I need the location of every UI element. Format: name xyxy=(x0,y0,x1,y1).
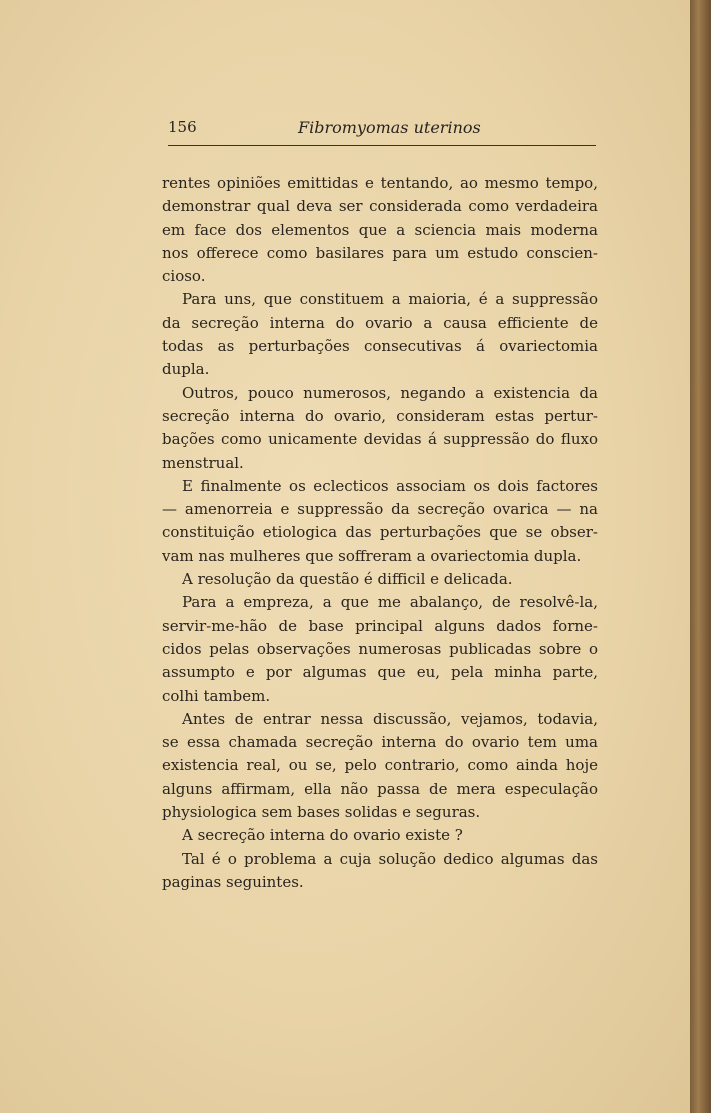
text-line: Outros, pouco numerosos, negando a existencia da xyxy=(182,383,598,402)
text-line: alguns affirmam, ella não passa de mera especulação xyxy=(162,779,598,798)
text-line: cioso. xyxy=(162,267,206,286)
text-line: constituição etiologica das perturbações que se obser- xyxy=(162,523,598,542)
text-line: se essa chamada secreção interna do ovario tem uma xyxy=(162,733,598,752)
text-line: existencia real, ou se, pelo contrario, como ainda hoje xyxy=(162,756,598,775)
text-line: da secreção interna do ovario a causa efficiente de xyxy=(162,313,598,332)
text-line: menstrual. xyxy=(162,453,244,472)
paragraph xyxy=(162,475,598,568)
text-line: todas as perturbações consecutivas á ovariectomia xyxy=(162,337,598,356)
text-line: E finalmente os eclecticos associam os dois factores xyxy=(182,476,598,495)
text-line: vam nas mulheres que soffreram a ovariectomia dupla. xyxy=(162,546,582,565)
text-line: rentes opiniões emittidas e tentando, ao mesmo tempo, xyxy=(162,174,598,192)
text-line: Antes de entrar nessa discussão, vejamos, todavia, xyxy=(182,709,598,728)
paragraph xyxy=(162,824,598,847)
text-line: servir-me-hão de base principal alguns dados forne- xyxy=(162,616,598,635)
text-line: physiologica sem bases solidas e seguras. xyxy=(162,803,481,822)
paragraph xyxy=(162,708,598,824)
text-line: Tal é o problema a cuja solução dedico algumas das xyxy=(182,849,598,868)
paragraph xyxy=(162,172,598,288)
paragraph xyxy=(162,848,598,895)
text-line: colhi tambem. xyxy=(162,686,271,705)
text-line: paginas seguintes. xyxy=(162,872,304,891)
text-line: secreção interna do ovario, consideram estas pertur- xyxy=(162,406,598,425)
text-line: A secreção interna do ovario existe ? xyxy=(182,826,463,845)
page-number: 156 xyxy=(168,118,197,136)
text-line: Para uns, que constituem a maioria, é a suppressão xyxy=(182,290,598,309)
text-line: A resolução da questão é difficil e delicada. xyxy=(182,570,513,589)
text-line: assumpto e por algumas que eu, pela minha parte, xyxy=(162,663,598,682)
running-title: Fibromyomas uterinos xyxy=(298,118,481,137)
text-line: em face dos elementos que a sciencia mais moderna xyxy=(162,220,598,239)
page-header xyxy=(168,118,596,148)
text-line: bações como unicamente devidas á suppressão do fluxo xyxy=(162,430,598,449)
text-line: demonstrar qual deva ser considerada como verdadeira xyxy=(162,197,598,216)
body-text xyxy=(162,172,598,894)
text-line: cidos pelas observações numerosas publicadas sobre o xyxy=(162,639,598,658)
text-line: — amenorreia e suppressão da secreção ovarica — na xyxy=(162,500,598,519)
paragraph xyxy=(162,288,598,381)
paragraph xyxy=(162,382,598,475)
paragraph xyxy=(162,591,598,707)
text-line: Para a empreza, a que me abalanço, de resolvê-la, xyxy=(182,593,598,612)
text-line: nos offerece como basilares para um estudo conscien- xyxy=(162,243,598,262)
text-line: dupla. xyxy=(162,360,210,379)
book-edge xyxy=(690,0,711,1113)
header-rule xyxy=(168,145,596,146)
paragraph xyxy=(162,568,598,591)
